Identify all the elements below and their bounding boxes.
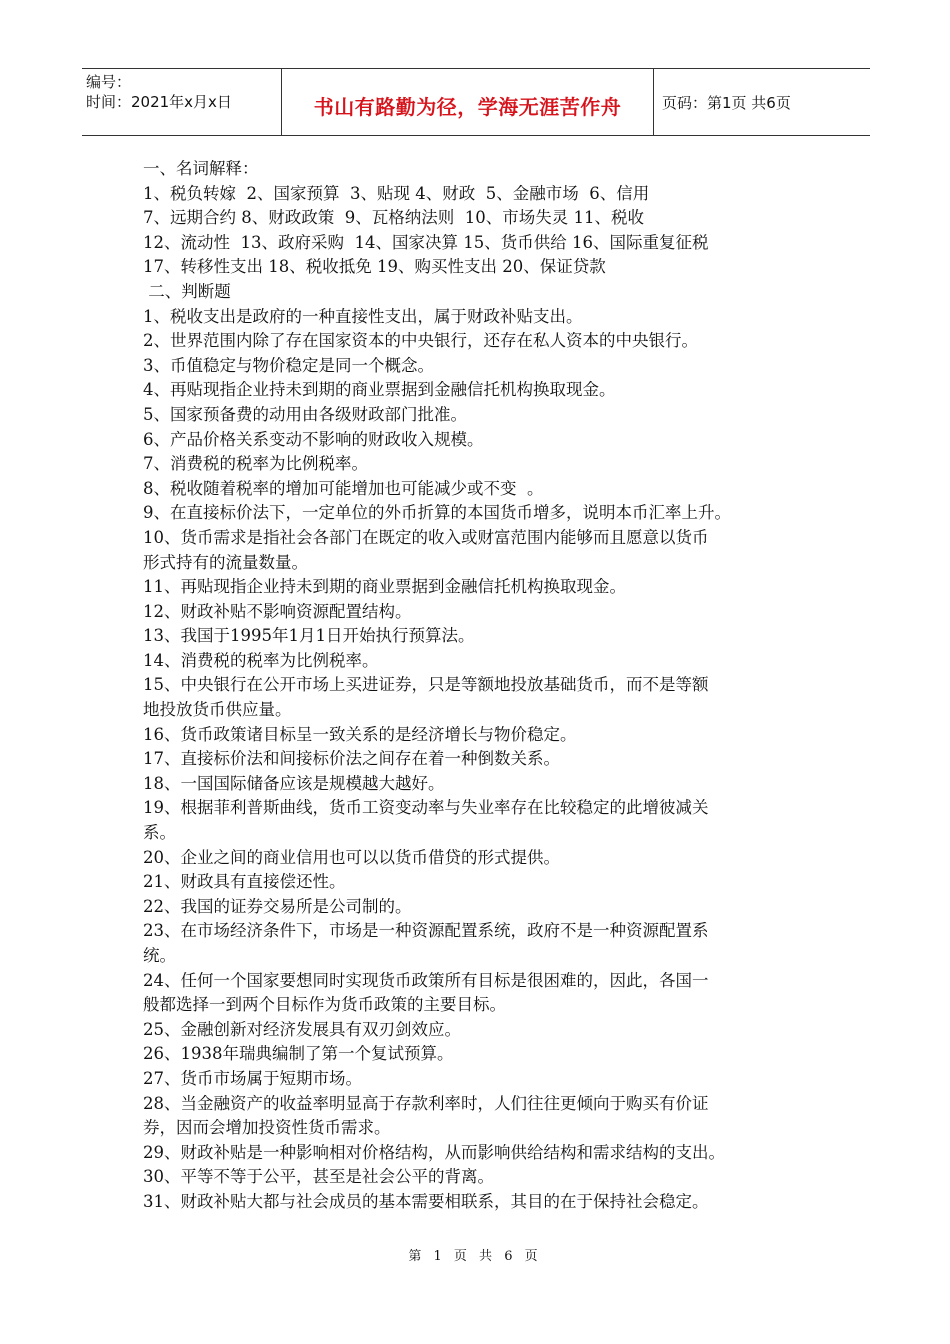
text-line: 形式持有的流量数量。 <box>143 552 308 572</box>
text-line: 地投放货币供应量。 <box>143 700 292 720</box>
header-motto-cell <box>282 69 654 135</box>
header-page-number: 页码：第1页 共6页 <box>662 93 791 112</box>
text-line: 22、我国的证券交易所是公司制的。 <box>143 896 412 916</box>
text-line: 18、一国国际储备应该是规模越大越好。 <box>143 773 445 793</box>
text-line: 13、我国于1995年1月1日开始执行预算法。 <box>143 626 475 646</box>
text-line: 般都选择一到两个目标作为货币政策的主要目标。 <box>143 995 506 1015</box>
page-header <box>82 68 870 136</box>
text-line: 二、判断题 <box>143 281 231 301</box>
text-line: 14、消费税的税率为比例税率。 <box>143 650 379 670</box>
text-line: 24、任何一个国家要想同时实现货币政策所有目标是很困难的，因此，各国一 <box>143 970 709 990</box>
text-line: 17、直接标价法和间接标价法之间存在着一种倒数关系。 <box>143 749 560 769</box>
text-line: 8、税收随着税率的增加可能增加也可能减少或不变 。 <box>143 478 544 498</box>
header-motto: 书山有路勤为径，学海无涯苦作舟 <box>313 94 622 119</box>
text-line: 1、税收支出是政府的一种直接性支出，属于财政补贴支出。 <box>143 306 583 326</box>
text-line: 12、流动性 13、政府采购 14、国家决算 15、货币供给 16、国际重复征税 <box>143 232 709 252</box>
text-line: 19、根据菲利普斯曲线，货币工资变动率与失业率存在比较稳定的此增彼减关 <box>143 798 709 818</box>
text-line: 31、财政补贴大都与社会成员的基本需要相联系，其目的在于保持社会稳定。 <box>143 1191 709 1211</box>
text-line: 12、财政补贴不影响资源配置结构。 <box>143 601 412 621</box>
document-number: 编号： <box>86 73 132 91</box>
footer-page-number: 第 1 页 共 6 页 <box>408 1249 542 1264</box>
header-page-cell <box>654 69 870 135</box>
text-line: 9、在直接标价法下，一定单位的外币折算的本国货币增多，说明本币汇率上升。 <box>143 503 731 523</box>
text-line: 一、名词解释： <box>143 159 259 178</box>
text-line: 6、产品价格关系变动不影响的财政收入规模。 <box>143 429 484 449</box>
text-line: 23、在市场经济条件下，市场是一种资源配置系统，政府不是一种资源配置系 <box>143 921 709 941</box>
text-line: 25、金融创新对经济发展具有双刃剑效应。 <box>143 1019 461 1039</box>
text-line: 7、消费税的税率为比例税率。 <box>143 454 368 474</box>
text-line: 券，因而会增加投资性货币需求。 <box>143 1118 391 1138</box>
text-line: 系。 <box>143 823 176 843</box>
text-line: 29、财政补贴是一种影响相对价格结构，从而影响供给结构和需求结构的支出。 <box>143 1142 725 1162</box>
text-line: 统。 <box>143 946 176 965</box>
text-line: 1、税负转嫁 2、国家预算 3、贴现 4、财政 5、金融市场 6、信用 <box>143 183 650 203</box>
text-line: 7、远期合约 8、财政政策 9、瓦格纳法则 10、市场失灵 11、税收 <box>143 208 644 228</box>
text-line: 15、中央银行在公开市场上买进证券，只是等额地投放基础货币，而不是等额 <box>143 675 709 695</box>
text-line: 4、再贴现指企业持未到期的商业票据到金融信托机构换取现金。 <box>143 380 616 400</box>
document-date: 时间：2021年x月x日 <box>86 93 232 111</box>
text-line: 30、平等不等于公平，甚至是社会公平的背离。 <box>143 1167 494 1187</box>
text-line: 11、再贴现指企业持未到期的商业票据到金融信托机构换取现金。 <box>143 577 626 597</box>
text-line: 16、货币政策诸目标呈一致关系的是经济增长与物价稳定。 <box>143 724 577 744</box>
document-body <box>143 157 813 1215</box>
text-line: 17、转移性支出 18、税收抵免 19、购买性支出 20、保证贷款 <box>143 257 606 277</box>
header-meta <box>82 69 282 135</box>
text-line: 10、货币需求是指社会各部门在既定的收入或财富范围内能够而且愿意以货币 <box>143 527 709 547</box>
text-line: 5、国家预备费的动用由各级财政部门批准。 <box>143 404 467 424</box>
text-line: 20、企业之间的商业信用也可以以货币借贷的形式提供。 <box>143 847 560 867</box>
text-line: 21、财政具有直接偿还性。 <box>143 872 346 892</box>
text-line: 2、世界范围内除了存在国家资本的中央银行，还存在私人资本的中央银行。 <box>143 331 698 351</box>
text-line: 26、1938年瑞典编制了第一个复试预算。 <box>143 1044 454 1064</box>
page-footer <box>0 1245 950 1264</box>
text-line: 28、当金融资产的收益率明显高于存款利率时，人们往往更倾向于购买有价证 <box>143 1093 709 1113</box>
text-line: 27、货币市场属于短期市场。 <box>143 1068 362 1088</box>
text-line: 3、币值稳定与物价稳定是同一个概念。 <box>143 355 434 375</box>
